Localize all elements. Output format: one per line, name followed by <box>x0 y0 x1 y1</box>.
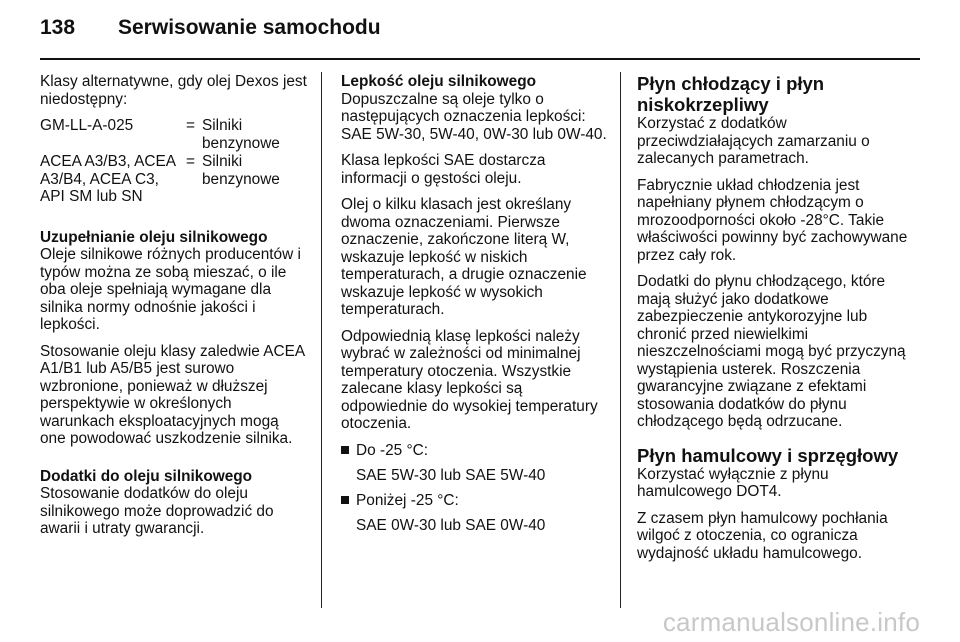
column-divider-1 <box>321 72 322 608</box>
page-title: Serwisowanie samochodu <box>118 16 381 39</box>
spec-name: GM-LL-A-025 <box>40 117 134 134</box>
bullet-value: SAE 5W-30 lub SAE 5W-40 <box>356 467 546 484</box>
brake-fluid-heading: Płyn hamulcowy i sprzęgłowy <box>637 444 899 466</box>
additives-paragraph: Stosowanie dodatków do oleju silnikowego może doprowadzić do awarii i utraty gwarancji. <box>40 485 274 537</box>
coolant-paragraph-1: Korzystać z dodatków przeciwdziałających zamarzaniu o zalecanych parametrach. <box>637 115 870 167</box>
list-item <box>341 442 609 485</box>
coolant-heading: Płyn chłodzący i płyn niskokrzepliwy <box>637 73 825 115</box>
additives-heading: Dodatki do oleju silnikowego <box>40 467 253 485</box>
viscosity-paragraph-3: Olej o kilku klasach jest określany dwoma oznaczeniami. Pierwsze oznaczenie, zakończone literą W, wskazuje lepkość w niskich temperaturach, a drugie oznaczenie wskazuje lepkość w wysokich temperaturach. <box>341 196 587 318</box>
list-item <box>341 492 609 535</box>
viscosity-paragraph-2: Klasa lepkości SAE dostarcza informacji o gęstości oleju. <box>341 152 546 187</box>
column-2 <box>341 73 609 542</box>
column-3 <box>637 73 919 571</box>
watermark: carmanualsonline.info <box>662 607 920 637</box>
viscosity-heading: Lepkość oleju silnikowego <box>341 73 536 90</box>
square-bullet-icon <box>341 496 349 504</box>
spec-value: Silniki benzynowe <box>202 153 280 188</box>
column-divider-2 <box>620 72 621 608</box>
column-1 <box>40 73 308 547</box>
temperature-list <box>341 442 609 535</box>
spec-value: Silniki benzynowe <box>202 117 280 152</box>
topping-up-heading: Uzupełnianie oleju silnikowego <box>40 228 268 246</box>
coolant-paragraph-3: Dodatki do płynu chłodzącego, które mają służyć jako dodatkowe zabezpieczenie antykorozyjne lub chronić przed niewielkimi nieszczelnościami mogą być przyczyną wystąpienia usterek. Roszczenia gwarancyjne związane z efektami stosowania dodatków do płynu chłodzącego będą odrzucane. <box>637 273 906 430</box>
bullet-label: Poniżej -25 °C: <box>356 491 459 509</box>
bullet-value: SAE 0W-30 lub SAE 0W-40 <box>356 517 546 534</box>
header-divider <box>40 58 920 60</box>
brake-fluid-paragraph-2: Z czasem płyn hamulcowy pochłania wilgoć z otoczenia, co ogranicza wydajność układu hamulcowego. <box>637 509 888 562</box>
spec-name: ACEA A3/B3, ACEA A3/B4, ACEA C3, API SM lub SN <box>40 153 176 205</box>
coolant-paragraph-2: Fabrycznie układ chłodzenia jest napełniany płynem chłodzącym o mrozoodporności około -28°C. Takie właściwości powinny być zachowywane przez cały rok. <box>637 176 908 264</box>
topping-up-paragraph-2: Stosowanie oleju klasy zaledwie ACEA A1/B1 lub A5/B5 jest surowo wzbronione, ponieważ w dłuższej perspektywie w określonych warunkach eksploatacyjnych mogą one powodować uszkodzenie silnika. <box>40 342 305 447</box>
spec-equals: = <box>186 153 195 170</box>
square-bullet-icon <box>341 446 349 454</box>
viscosity-paragraph-1: Dopuszczalne są oleje tylko o następujących oznaczenia lepkości: SAE 5W-30, 5W-40, 0W-30 lub 0W-40. <box>341 90 607 143</box>
viscosity-paragraph-4: Odpowiednią klasę lepkości należy wybrać w zależności od minimalnej temperatury otoczenia. Wszystkie zalecane klasy lepkości są odpowiednie do wysokiej temperatury otoczenia. <box>341 327 598 432</box>
brake-fluid-paragraph-1: Korzystać wyłącznie z płynu hamulcowego DOT4. <box>637 465 829 500</box>
intro-text: Klasy alternatywne, gdy olej Dexos jest niedostępny: <box>40 73 307 108</box>
page-header <box>40 16 381 40</box>
spec-table <box>40 117 308 207</box>
topping-up-paragraph-1: Oleje silnikowe różnych producentów i typów można ze sobą mieszać, o ile oba oleje spełniają wymagane dla silnika normy odnośnie jakości i lepkości. <box>40 246 301 333</box>
bullet-label: Do -25 °C: <box>356 441 429 459</box>
page-number: 138 <box>40 16 76 39</box>
spec-equals: = <box>186 117 195 134</box>
